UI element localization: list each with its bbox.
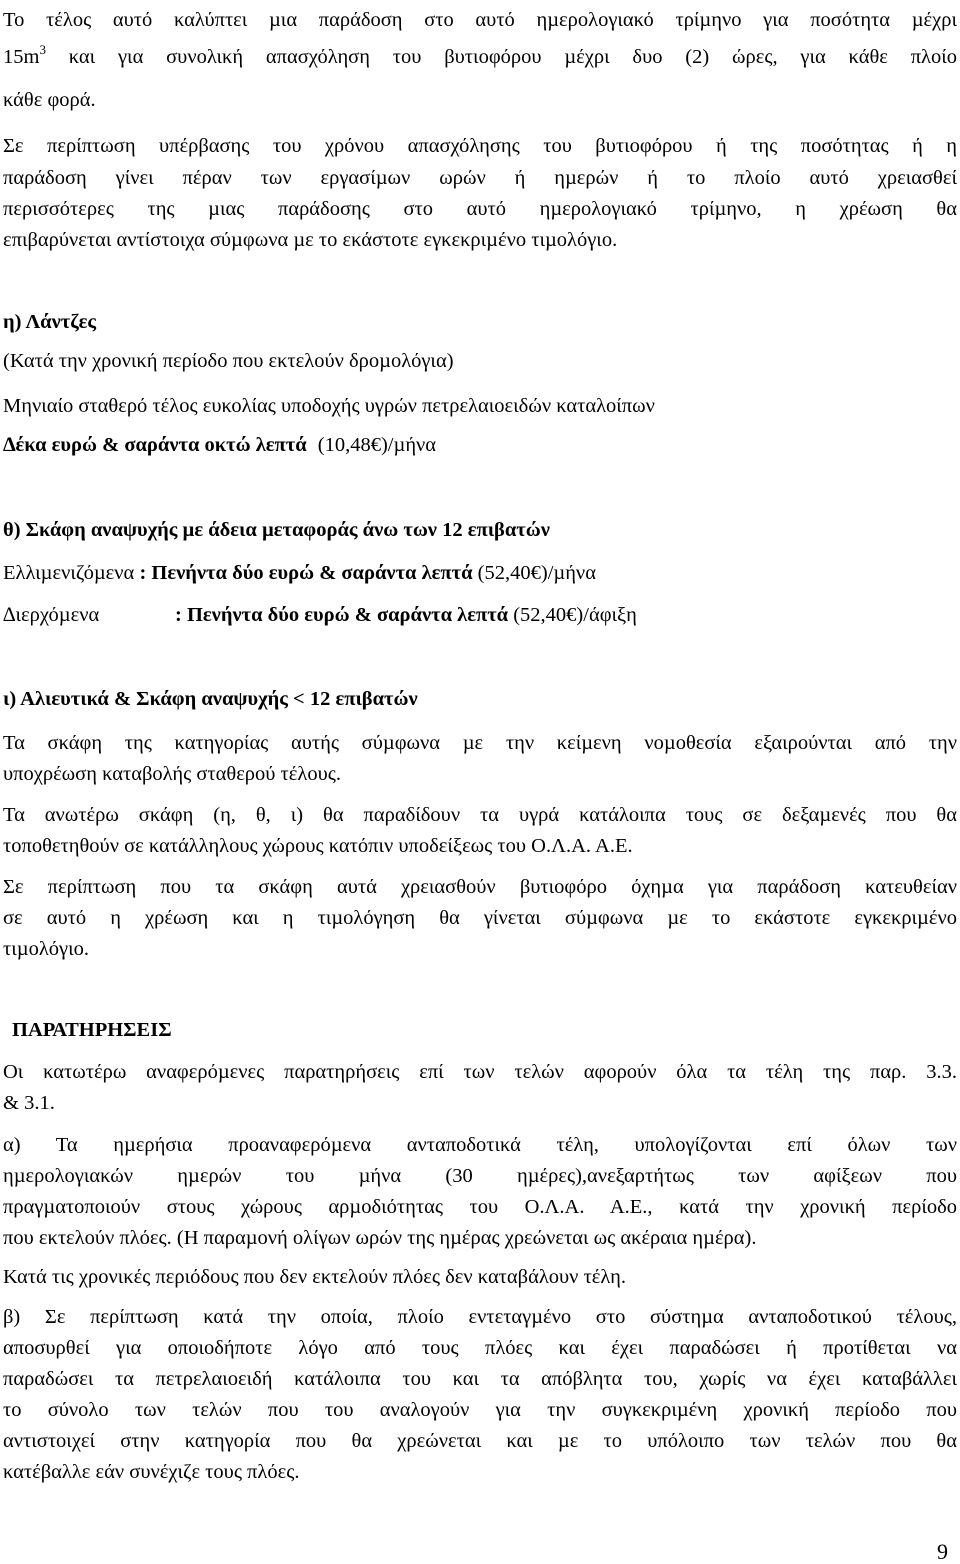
para1-line2-b: και για συνολική απασχόληση του βυτιοφόρου µέχρι δυο (2) ώρες, για κάθε πλοίο xyxy=(45,46,957,68)
remarks-b-line1: β) Σε περίπτωση κατά την οποία, πλοίο εντεταγµένο στο σύστηµα ανταποδοτικού τέλους, xyxy=(3,1306,957,1328)
para1-line1: Το τέλος αυτό καλύπτει µια παράδοση στο αυτό ηµερολογιακό τρίµηνο για ποσότητα µέχρι xyxy=(3,9,957,31)
remarks-intro-line1: Οι κατωτέρω αναφερόµενες παρατηρήσεις επί των τελών αφορούν όλα τα τέλη της παρ. 3.3. xyxy=(3,1061,957,1083)
remarks-b-line5: αντιστοιχεί στην κατηγορία που θα χρεώνεται και µε το υπόλοιπο των τελών που θα xyxy=(3,1430,957,1452)
section-iota-p1-line2: υποχρέωση καταβολής σταθερού τέλους. xyxy=(3,763,341,785)
para1-line3: κάθε φορά. xyxy=(3,89,96,111)
remarks-intro-line2: & 3.1. xyxy=(3,1092,55,1114)
para2-line1: Σε περίπτωση υπέρβασης του χρόνου απασχόλησης του βυτιοφόρου ή της ποσότητας ή η xyxy=(3,135,957,157)
section-theta-row2-label: ∆ιερχόµενα xyxy=(3,604,100,626)
section-iota-heading: ι) Αλιευτικά & Σκάφη αναψυχής < 12 επιβατών xyxy=(3,688,418,710)
section-iota-p3-line1: Σε περίπτωση που τα σκάφη αυτά χρειασθούν βυτιοφόρο όχηµα για παράδοση κατευθείαν xyxy=(3,876,957,898)
para1-line2 xyxy=(3,42,957,71)
remarks-a-note: Κατά τις χρονικές περιόδους που δεν εκτελούν πλόες δεν καταβάλουν τέλη. xyxy=(3,1266,627,1288)
section-eta-fee-words: ∆έκα ευρώ & σαράντα οκτώ λεπτά xyxy=(3,434,312,456)
remarks-a-line4: που εκτελούν πλόες. (Η παραµονή ολίγων ωρών της ηµέρας χρεώνεται ως ακέραια ηµέρα). xyxy=(3,1227,757,1249)
section-theta-row1-words: : Πενήντα δύο ευρώ & σαράντα λεπτά xyxy=(139,562,478,584)
page-number: 9 xyxy=(937,1539,948,1564)
remarks-b-line6: κατέβαλλε εάν συνέχιζε τους πλόες. xyxy=(3,1461,300,1483)
section-theta-row2-words: : Πενήντα δύο ευρώ & σαράντα λεπτά xyxy=(175,604,514,626)
section-iota-p3-line2: σε αυτό η χρέωση και η τιµολόγηση θα γίνεται σύµφωνα µε το εκάστοτε εγκεκριµένο xyxy=(3,907,957,929)
remarks-a-line1: α) Τα ηµερήσια προαναφερόµενα ανταποδοτικά τέλη, υπολογίζονται επί όλων των xyxy=(3,1134,957,1156)
section-eta-fee-amount: (10,48€)/µήνα xyxy=(317,434,437,456)
section-iota-p1-line1: Τα σκάφη της κατηγορίας αυτής σύµφωνα µε την κείµενη νοµοθεσία εξαιρούνται από την xyxy=(3,732,957,754)
section-eta-fee xyxy=(3,433,436,457)
remarks-b-line2: αποσυρθεί για οποιοδήποτε λόγο από τους πλόες και έχει παραδώσει ή προτίθεται να xyxy=(3,1337,957,1359)
para2-line2: παράδοση γίνει πέραν των εργασίµων ωρών ή ηµερών ή το πλοίο αυτό χρειασθεί xyxy=(3,167,957,189)
remarks-b-line3: παραδώσει τα πετρελαιοειδή κατάλοιπα του και τα απόβλητα του, χωρίς να έχει καταβάλλει xyxy=(3,1368,957,1390)
para2-line3: περισσότερες της µιας παράδοσης στο αυτό ηµερολογιακό τρίµηνο, η χρέωση θα xyxy=(3,198,957,220)
section-theta-row2-value xyxy=(175,603,637,627)
para2-line4: επιβαρύνεται αντίστοιχα σύµφωνα µε το εκάστοτε εγκεκριµένο τιµολόγιο. xyxy=(3,229,618,251)
section-eta-period: (Κατά την χρονική περίοδο που εκτελούν δροµολόγια) xyxy=(3,350,454,372)
section-theta-row2 xyxy=(3,603,957,627)
para1-line2-sup: 3 xyxy=(39,42,46,57)
section-theta-row1-amount: (52,40€)/µήνα xyxy=(477,562,596,584)
section-eta-heading: η) Λάντζες xyxy=(3,311,97,333)
section-theta-heading: θ) Σκάφη αναψυχής µε άδεια µεταφοράς άνω των 12 επιβατών xyxy=(3,519,550,541)
section-iota-p2-line2: τοποθετηθούν σε κατάλληλους χώρους κατόπιν υποδείξεως του Ο.Λ.Α. Α.Ε. xyxy=(3,835,633,857)
para1-line2-a: 15m xyxy=(3,46,40,68)
remarks-b-line4: το σύνολο των τελών που του αναλογούν για την συγκεκριµένη χρονική περίοδο που xyxy=(3,1399,957,1421)
remarks-a-line2: ηµερολογιακών ηµερών του µήνα (30 ηµέρες),ανεξαρτήτως των αφίξεων που xyxy=(3,1165,957,1187)
section-eta-fee-desc: Μηνιαίο σταθερό τέλος ευκολίας υποδοχής υγρών πετρελαιοειδών καταλοίπων xyxy=(3,395,655,417)
section-theta-row2-amount: (52,40€)/άφιξη xyxy=(513,604,637,626)
section-theta-row1 xyxy=(3,561,596,585)
section-theta-row1-label: Ελλιµενιζόµενα xyxy=(3,562,140,584)
section-iota-p3-line3: τιµολόγιο. xyxy=(3,938,89,960)
section-iota-p2-line1: Τα ανωτέρω σκάφη (η, θ, ι) θα παραδίδουν τα υγρά κατάλοιπα τους σε δεξαµενές που θα xyxy=(3,804,957,826)
remarks-a-line3: πραγµατοποιούν στους χώρους αρµοδιότητας του Ο.Λ.Α. Α.Ε., κατά την χρονική περίοδο xyxy=(3,1196,957,1218)
remarks-heading: ΠΑΡΑΤΗΡΗΣΕΙΣ xyxy=(12,1019,172,1041)
